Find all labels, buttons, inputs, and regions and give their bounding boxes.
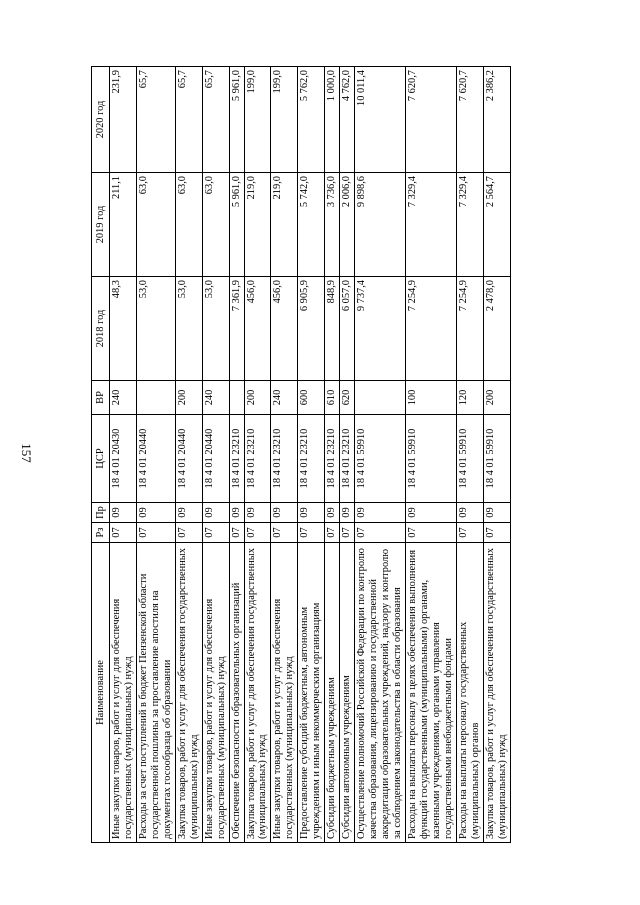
table-row xyxy=(244,67,271,843)
row-vr: 100 xyxy=(405,381,456,415)
table-row xyxy=(202,67,229,843)
table-row xyxy=(271,67,298,843)
row-rz: 07 xyxy=(340,523,355,543)
row-2019: 219,0 xyxy=(271,173,298,277)
row-rz: 07 xyxy=(110,523,137,543)
row-2019: 5 742,0 xyxy=(298,173,325,277)
row-pr: 09 xyxy=(110,503,137,523)
row-rz: 07 xyxy=(229,523,244,543)
row-2018: 6 905,9 xyxy=(298,277,325,381)
row-2020: 7 620,7 xyxy=(456,67,483,173)
row-2020: 199,0 xyxy=(244,67,271,173)
row-2019: 7 329,4 xyxy=(405,173,456,277)
row-2020: 4 762,0 xyxy=(340,67,355,173)
table-row xyxy=(298,67,325,843)
row-csr: 18 4 01 20440 xyxy=(202,415,229,503)
row-2018: 9 737,4 xyxy=(355,277,406,381)
table-row xyxy=(456,67,483,843)
row-name: Закупка товаров, работ и услуг для обеспечения государственных (муниципальных) нужд xyxy=(483,543,510,843)
row-pr: 09 xyxy=(271,503,298,523)
row-2019: 2 564,7 xyxy=(483,173,510,277)
row-2019: 9 898,6 xyxy=(355,173,406,277)
row-csr: 18 4 01 23210 xyxy=(271,415,298,503)
row-2018: 7 254,9 xyxy=(405,277,456,381)
row-pr: 09 xyxy=(298,503,325,523)
row-csr: 18 4 01 59910 xyxy=(483,415,510,503)
row-csr: 18 4 01 23210 xyxy=(340,415,355,503)
row-2019: 7 329,4 xyxy=(456,173,483,277)
row-name: Предоставление субсидий бюджетным, автономным учреждениям и иным некоммерческим организациям xyxy=(298,543,325,843)
row-2020: 1 000,0 xyxy=(325,67,340,173)
row-vr xyxy=(355,381,406,415)
page-number-text: 157 xyxy=(19,442,34,463)
row-vr: 200 xyxy=(483,381,510,415)
row-vr: 240 xyxy=(110,381,137,415)
row-2018: 6 057,0 xyxy=(340,277,355,381)
table-row xyxy=(175,67,202,843)
row-2020: 65,7 xyxy=(175,67,202,173)
row-2019: 3 736,0 xyxy=(325,173,340,277)
header-2019: 2019 год xyxy=(92,173,110,277)
row-pr: 09 xyxy=(483,503,510,523)
row-vr: 120 xyxy=(456,381,483,415)
table-row xyxy=(355,67,406,843)
row-rz: 07 xyxy=(175,523,202,543)
row-rz: 07 xyxy=(483,523,510,543)
row-pr: 09 xyxy=(456,503,483,523)
row-name: Закупка товаров, работ и услуг для обеспечения государственных (муниципальных) нужд xyxy=(244,543,271,843)
row-pr: 09 xyxy=(325,503,340,523)
row-2020: 199,0 xyxy=(271,67,298,173)
row-pr: 09 xyxy=(136,503,175,523)
row-csr: 18 4 01 59910 xyxy=(405,415,456,503)
row-rz: 07 xyxy=(136,523,175,543)
row-vr: 200 xyxy=(244,381,271,415)
table-row xyxy=(229,67,244,843)
row-pr: 09 xyxy=(229,503,244,523)
row-2018: 456,0 xyxy=(271,277,298,381)
row-2020: 7 620,7 xyxy=(405,67,456,173)
row-csr: 18 4 01 20440 xyxy=(136,415,175,503)
row-vr: 240 xyxy=(202,381,229,415)
row-name: Обеспечение безопасности образовательных организаций xyxy=(229,543,244,843)
row-name: Иные закупки товаров, работ и услуг для обеспечения государственных (муниципальных) нужд xyxy=(110,543,137,843)
row-name: Расходы на выплаты персоналу государственных (муниципальных) органов xyxy=(456,543,483,843)
table-header-row xyxy=(92,67,110,843)
row-name: Иные закупки товаров, работ и услуг для обеспечения государственных (муниципальных) нужд xyxy=(271,543,298,843)
row-pr: 09 xyxy=(244,503,271,523)
header-2018: 2018 год xyxy=(92,277,110,381)
row-2020: 10 011,4 xyxy=(355,67,406,173)
row-vr: 240 xyxy=(271,381,298,415)
row-2020: 65,7 xyxy=(202,67,229,173)
table-row xyxy=(136,67,175,843)
table-row xyxy=(405,67,456,843)
row-rz: 07 xyxy=(405,523,456,543)
row-2019: 63,0 xyxy=(202,173,229,277)
row-2018: 48,3 xyxy=(110,277,137,381)
row-csr: 18 4 01 23210 xyxy=(229,415,244,503)
row-csr: 18 4 01 23210 xyxy=(244,415,271,503)
row-name: Расходы за счет поступлений в бюджет Пензенской области государственной пошлины за проставление апостиля на документах госообразца об образовании xyxy=(136,543,175,843)
budget-table xyxy=(91,66,511,843)
row-2018: 53,0 xyxy=(136,277,175,381)
row-csr: 18 4 01 20430 xyxy=(110,415,137,503)
row-name: Субсидии автономным учреждениям xyxy=(340,543,355,843)
header-vr: ВР xyxy=(92,381,110,415)
row-2020: 2 386,2 xyxy=(483,67,510,173)
header-2020: 2020 год xyxy=(92,67,110,173)
row-csr: 18 4 01 23210 xyxy=(325,415,340,503)
row-rz: 07 xyxy=(271,523,298,543)
row-vr: 200 xyxy=(175,381,202,415)
header-pr: Пр xyxy=(92,503,110,523)
row-pr: 09 xyxy=(202,503,229,523)
row-2018: 7 361,9 xyxy=(229,277,244,381)
row-2020: 5 762,0 xyxy=(298,67,325,173)
row-vr xyxy=(136,381,175,415)
page-number xyxy=(12,0,40,905)
row-pr: 09 xyxy=(405,503,456,523)
row-csr: 18 4 01 59910 xyxy=(456,415,483,503)
row-pr: 09 xyxy=(175,503,202,523)
header-rz: Рз xyxy=(92,523,110,543)
row-2019: 219,0 xyxy=(244,173,271,277)
row-vr xyxy=(229,381,244,415)
row-name: Субсидии бюджетным учреждениям xyxy=(325,543,340,843)
row-name: Иные закупки товаров, работ и услуг для обеспечения государственных (муниципальных) нужд xyxy=(202,543,229,843)
row-pr: 09 xyxy=(340,503,355,523)
row-pr: 09 xyxy=(355,503,406,523)
row-2018: 2 478,0 xyxy=(483,277,510,381)
row-rz: 07 xyxy=(456,523,483,543)
row-2019: 63,0 xyxy=(175,173,202,277)
header-csr: ЦСР xyxy=(92,415,110,503)
row-2018: 53,0 xyxy=(202,277,229,381)
table-row xyxy=(325,67,340,843)
row-2018: 456,0 xyxy=(244,277,271,381)
table-row xyxy=(110,67,137,843)
row-2018: 53,0 xyxy=(175,277,202,381)
row-name: Осуществление полномочий Российской Федерации по контролю качества образования, лицензированию и государственной аккредитации образовательных учреждений, надзору и контролю за соблюдением законодательства в области образования xyxy=(355,543,406,843)
row-name: Расходы на выплаты персоналу в целях обеспечения выполнения функций государственными (муниципальными) органами, казенными учреждениями, органами управления государственными внебюджетными фондами xyxy=(405,543,456,843)
row-rz: 07 xyxy=(355,523,406,543)
row-rz: 07 xyxy=(202,523,229,543)
row-vr: 610 xyxy=(325,381,340,415)
row-rz: 07 xyxy=(325,523,340,543)
row-2018: 7 254,9 xyxy=(456,277,483,381)
row-2019: 211,1 xyxy=(110,173,137,277)
rotated-table-container xyxy=(91,67,557,843)
row-2020: 65,7 xyxy=(136,67,175,173)
row-2019: 2 006,0 xyxy=(340,173,355,277)
row-2020: 231,9 xyxy=(110,67,137,173)
row-rz: 07 xyxy=(298,523,325,543)
table-row xyxy=(340,67,355,843)
row-vr: 620 xyxy=(340,381,355,415)
header-name: Наименование xyxy=(92,543,110,843)
row-2019: 63,0 xyxy=(136,173,175,277)
row-rz: 07 xyxy=(244,523,271,543)
row-2020: 5 961,0 xyxy=(229,67,244,173)
row-vr: 600 xyxy=(298,381,325,415)
row-csr: 18 4 01 20440 xyxy=(175,415,202,503)
row-2019: 5 961,0 xyxy=(229,173,244,277)
row-2018: 848,9 xyxy=(325,277,340,381)
rotated-table-wrapper xyxy=(91,67,557,843)
row-name: Закупка товаров, работ и услуг для обеспечения государственных (муниципальных) нужд xyxy=(175,543,202,843)
row-csr: 18 4 01 59910 xyxy=(355,415,406,503)
table-row xyxy=(483,67,510,843)
row-csr: 18 4 01 23210 xyxy=(298,415,325,503)
